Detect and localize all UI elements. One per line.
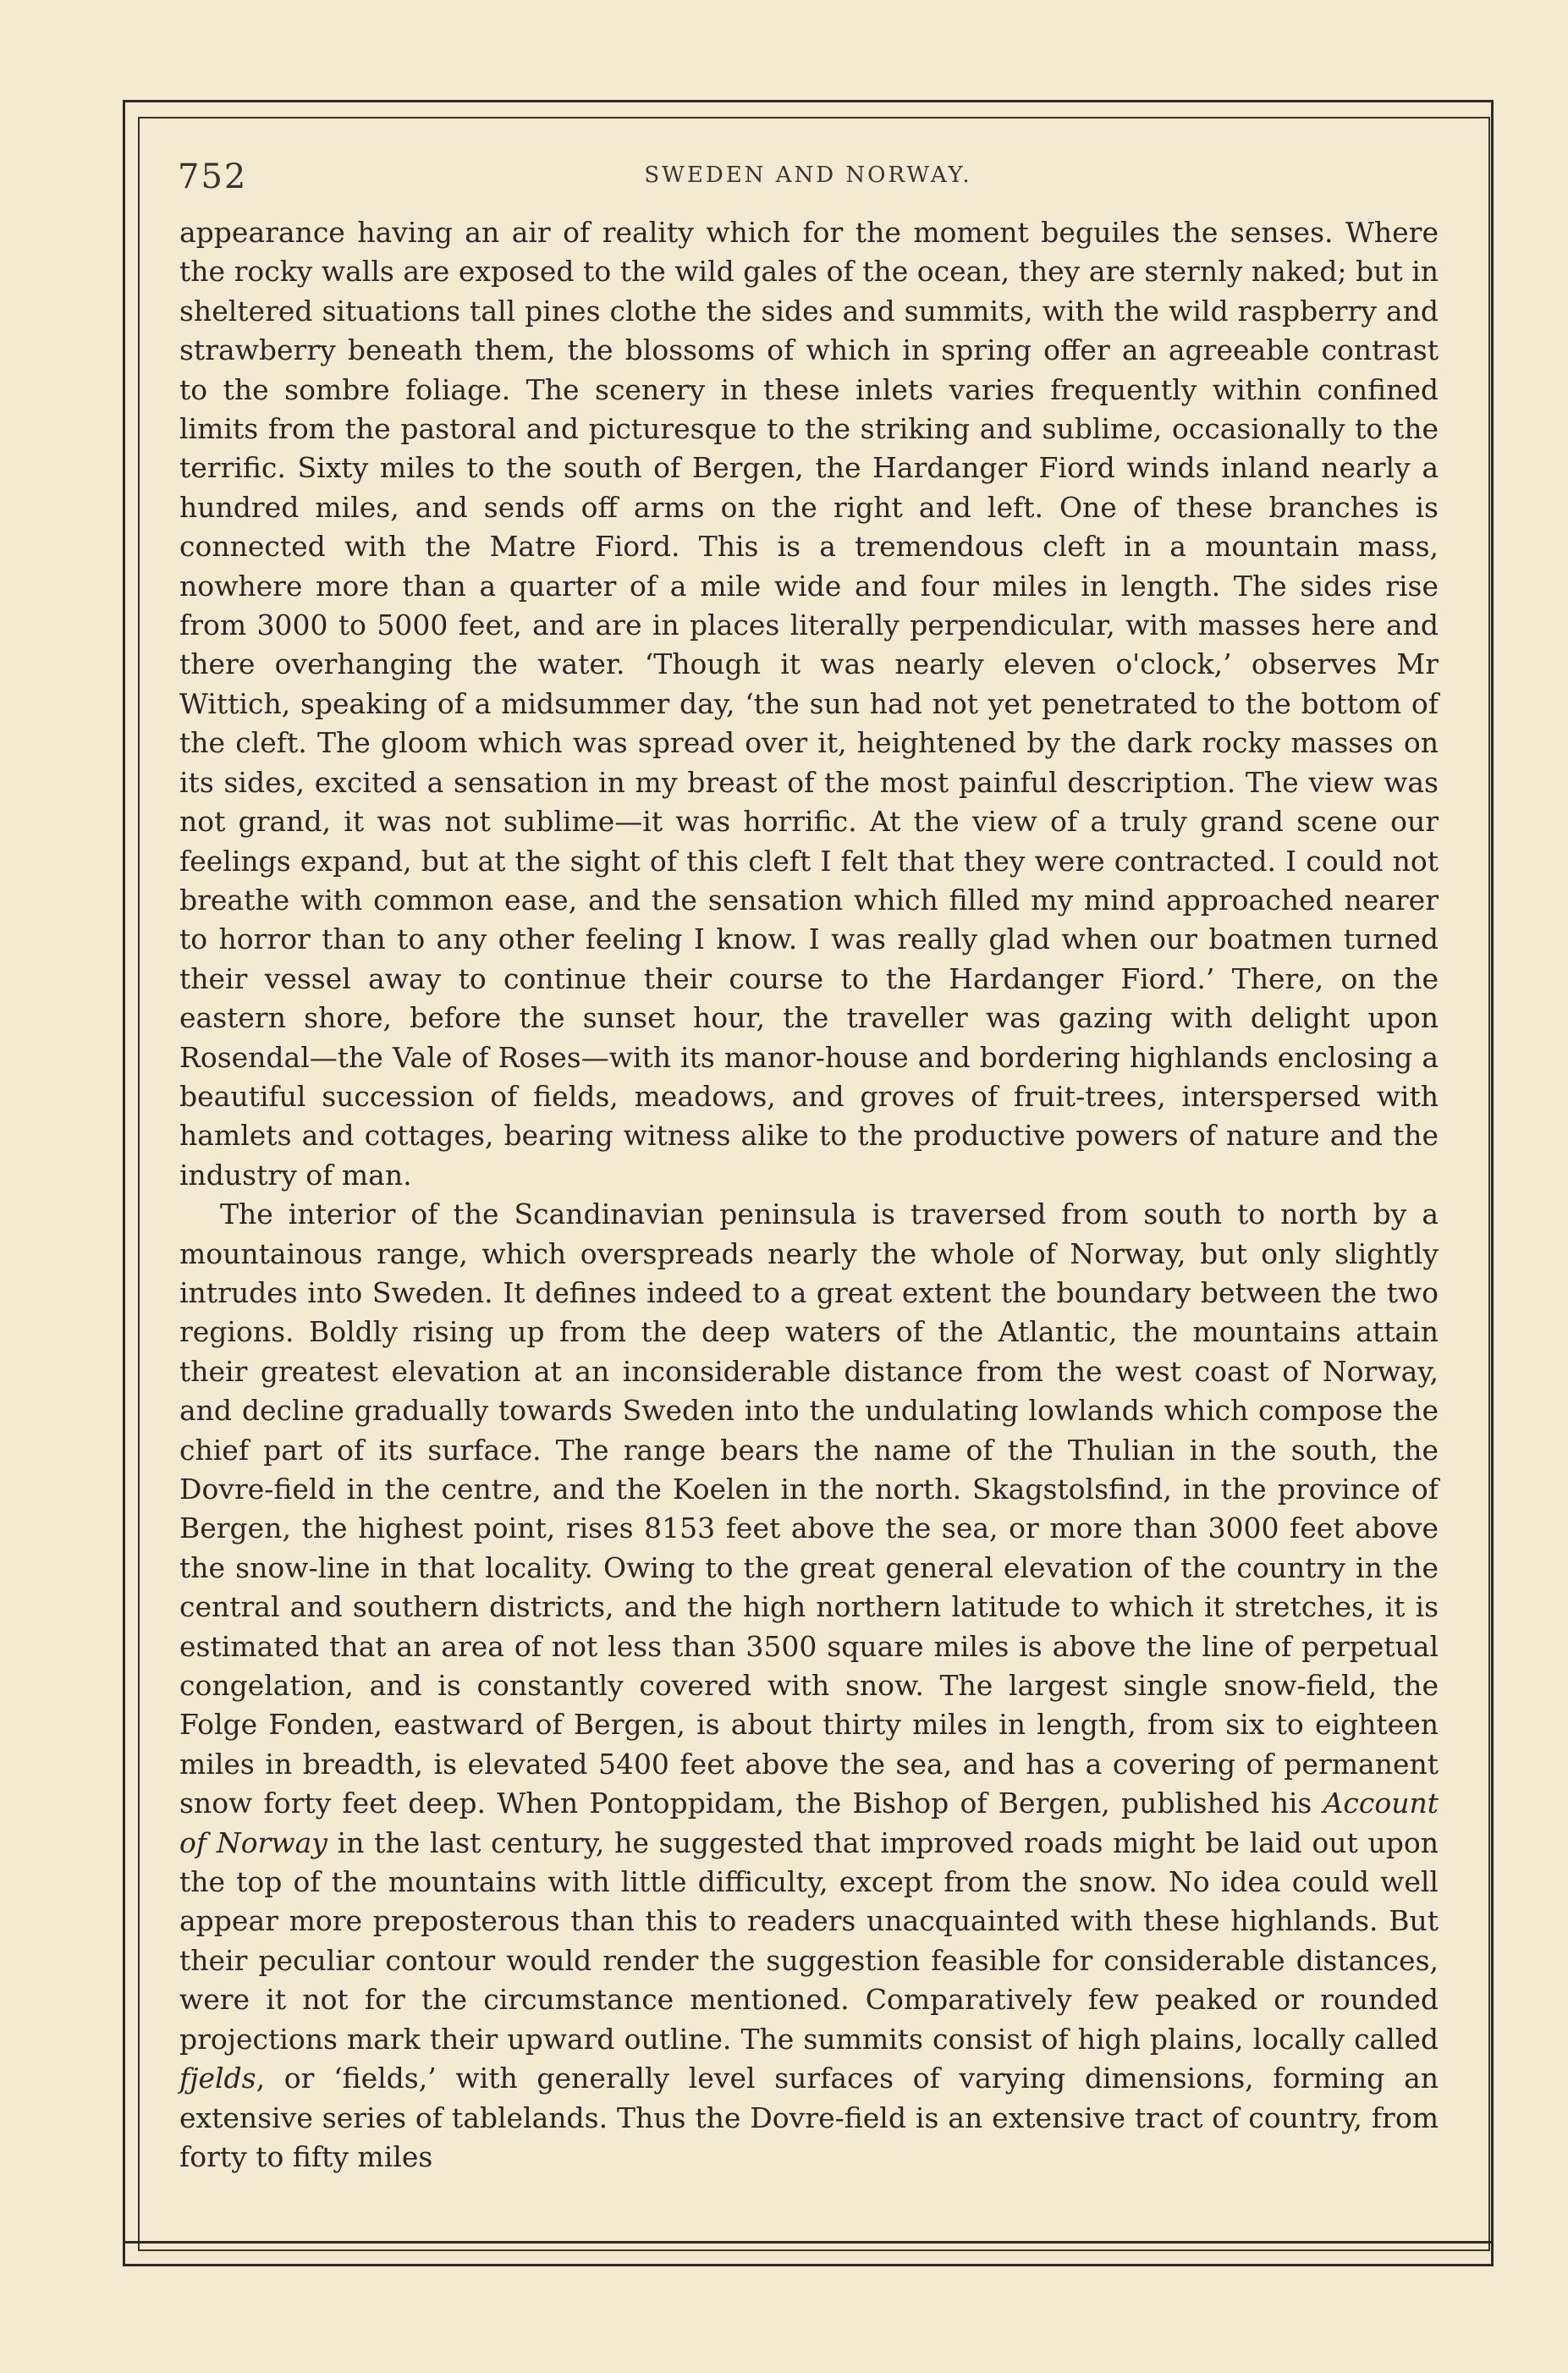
paragraph-2 xyxy=(179,1195,1439,2177)
paragraph-2-text-a: The interior of the Scandinavian peninsula is traversed from south to north by a mountainous range, which overspreads nearly the whole of Norway, but only slightly intrudes into Sweden. It defines indeed to a great extent the boundary between the two regions. Boldly rising up from the deep waters of the Atlantic, the mountains attain their greatest elevation at an inconsiderable distance from the west coast of Norway, and decline gradually towards Sweden into the undulating lowlands which compose the chief part of its surface. The range bears the name of the Thulian in the south, the Dovre-field in the centre, and the Koelen in the north. Skagstolsfind, in the province of Bergen, the highest point, rises 8153 feet above the sea, or more than 3000 feet above the snow-line in that locality. Owing to the great general elevation of the country in the central and southern districts, and the high northern latitude to which it stretches, it is estimated that an area of not less than 3500 square miles is above the line of perpetual congelation, and is constantly covered with snow. The largest single snow-field, the Folge Fonden, eastward of Bergen, is about thirty miles in length, from six to eighteen miles in breadth, is elevated 5400 feet above the sea, and has a covering of permanent snow forty feet deep. When Pontoppidam, the Bishop of Bergen, published his xyxy=(179,1198,1439,1820)
page-border-base-rule xyxy=(123,2241,1494,2244)
paragraph-1-text: appearance having an air of reality which for the moment beguiles the senses. Where the rocky walls are exposed to the wild gales of the ocean, they are sternly naked; but in sheltered situations tall pines clothe the sides and summits, with the wild raspberry and strawberry beneath them, the blossoms of which in spring offer an agreeable contrast to the sombre foliage. The scenery in these inlets varies frequently within confined limits from the pastoral and picturesque to the striking and sublime, occasionally to the terrific. Sixty miles to the south of Bergen, the Hardanger Fiord winds inland nearly a hundred miles, and sends off arms on the right and left. One of these branches is connected with the Matre Fiord. This is a tremendous cleft in a mountain mass, nowhere more than a quarter of a mile wide and four miles in length. The sides rise from 3000 to 5000 feet, and are in places literally perpendicular, with masses here and there overhanging the water. ‘Though it was nearly eleven o'clock,’ observes Mr Wittich, speaking of a midsummer day, ‘the sun had not yet penetrated to the bottom of the cleft. The gloom which was spread over it, heightened by the dark rocky masses on its sides, excited a sensation in my breast of the most painful description. The view was not grand, it was not sublime—it was horrific. At the view of a truly grand scene our feelings expand, but at the sight of this cleft I felt that they were contracted. I could not breathe with common ease, and the sensation which filled my mind approached nearer to horror than to any other feeling I know. I was really glad when our boatmen turned their vessel away to continue their course to the Hardanger Fiord.’ There, on the eastern shore, before the sunset hour, the traveller was gazing with delight upon Rosendal—the Vale of Roses—with its manor-house and bordering highlands enclosing a beautiful succession of fields, meadows, and groves of fruit-trees, interspersed with hamlets and cottages, bearing witness alike to the productive powers of nature and the industry of man. xyxy=(179,216,1439,1192)
page-number: 752 xyxy=(178,157,248,196)
body-text xyxy=(179,213,1439,2177)
term-fjelds: fjelds xyxy=(179,2062,256,2095)
page-header xyxy=(178,151,1439,201)
paragraph-1 xyxy=(179,213,1439,1195)
running-title: SWEDEN AND NORWAY. xyxy=(644,162,972,188)
book-title-account-of-norway: Account of Norway xyxy=(179,1787,1439,1859)
paragraph-2-text-b: in the last century, he suggested that improved roads might be laid out upon the top of the mountains with little difficulty, except from the snow. No idea could well appear more preposterous than this to readers unacquainted with these highlands. But their peculiar contour would render the suggestion feasible for considerable distances, were it not for the circumstance mentioned. Comparatively few peaked or rounded projections mark their upward outline. The summits consist of high plains, locally called xyxy=(179,1825,1439,2056)
paragraph-2-text-c: , or ‘fields,’ with generally level surfaces of varying dimensions, forming an extensive series of tablelands. Thus the Dovre-field is an extensive tract of country, from forty to fifty miles xyxy=(179,2062,1439,2173)
